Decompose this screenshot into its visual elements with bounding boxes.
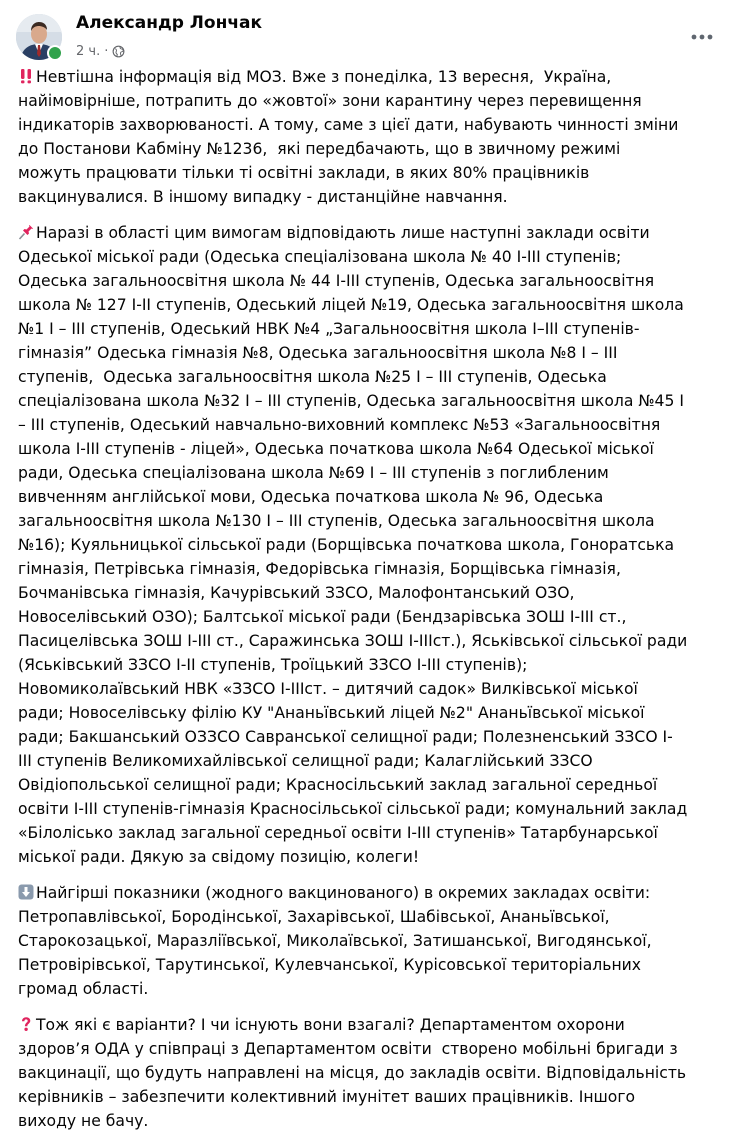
down-arrow-icon — [18, 884, 36, 902]
post-text-line: гімназія, Петрівська гімназія, Федорівська гімназія, Борщівська гімназія, — [18, 560, 621, 578]
post-paragraph — [18, 1013, 726, 1133]
post-text-line: ради; Новоселівську філію КУ "Ананьївський ліцей №2" Ананьївської міської — [18, 704, 645, 722]
post-text-line: ради, Одеська спеціалізована школа №69 І – ІІІ ступенів з поглибленим — [18, 464, 609, 482]
post-text-line: Новомиколаївський НВК «ЗЗСО І-ІІІст. – дитячий садок» Вилківської міської — [18, 680, 638, 698]
post-paragraph — [18, 881, 726, 1001]
post-text-line: вакцинувалися. В іншому випадку - дистанційне навчання. — [18, 188, 508, 206]
post-text-line: освіти І-ІІІ ступенів-гімназія Красносільської сільської ради; комунальний заклад — [18, 800, 688, 818]
post-paragraph — [18, 221, 726, 869]
post-text-line: №1 І – ІІІ ступенів, Одеський НВК №4 „Загальноосвітня школа І–ІІІ ступенів- — [18, 320, 640, 338]
post-text-line: №16); Куяльницької сільської ради (Борщівська початкова школа, Гоноратська — [18, 536, 675, 554]
post-text-line: керівників – забезпечити колективний імунітет ваших працівників. Іншого — [18, 1088, 636, 1106]
online-status-dot — [47, 45, 63, 61]
post-text-line: Новоселівський ОЗО); Балтської міської ради (Бендзарівська ЗОШ І-ІІІ ст., — [18, 608, 627, 626]
post-text-line: Пасицелівська ЗОШ І-ІІІ ст., Саражинська ЗОШ І-ІІІст.), Яськівської сільської ради — [18, 632, 688, 650]
post-text-line: школа І-ІІІ ступенів - ліцей», Одеська початкова школа №64 Одеської міської — [18, 440, 654, 458]
post-text-line: можуть працювати тільки ті освітні заклади, в яких 80% працівників — [18, 164, 590, 182]
post-text-line: гімназія” Одеська гімназія №8, Одеська загальноосвітня школа №8 І – ІІІ — [18, 344, 618, 362]
post-text-line: (Яськівський ЗЗСО І-ІІ ступенів, Троїцький ЗЗСО І-ІІІ ступенів); — [18, 656, 528, 674]
post-text-line: школа № 127 І-ІІ ступенів, Одеський ліцей №19, Одеська загальноосвітня школа — [18, 296, 684, 314]
globe-icon[interactable] — [112, 45, 125, 58]
post-text-line: найімовірніше, потрапить до «жовтої» зони карантину через перевищення — [18, 92, 642, 110]
post-text — [18, 65, 726, 1145]
post-text-line: ІІІ ступенів Великомихайлівської селищної ради; Калаглійський ЗЗСО — [18, 752, 593, 770]
post-paragraph — [18, 65, 726, 209]
more-horizontal-icon — [691, 34, 713, 40]
post-text-line: здоров’я ОДА у співпраці з Департаментом освіти створено мобільні бригади з — [18, 1040, 678, 1058]
author-name[interactable]: Александр Лончак — [76, 13, 263, 33]
post-text-line: Невтішна інформація від МОЗ. Вже з понеділка, 13 вересня, Україна, — [36, 68, 612, 86]
post-text-line: ради; Бакшанський ОЗЗСО Савранської селищної ради; Полезненський ЗЗСО І- — [18, 728, 673, 746]
post-text-line: спеціалізована школа №32 І – ІІІ ступенів, Одеська загальноосвітня школа №45 І — [18, 392, 684, 410]
avatar-wrap[interactable] — [16, 14, 62, 60]
post-text-line: Овідіопольської селищної ради; Красносільський заклад загальної середньої — [18, 776, 658, 794]
post-text-line: «Білолісько заклад загальної середньої освіти І-ІІІ ступенів» Татарбунарської — [18, 824, 658, 842]
post-text-line: Одеської міської ради (Одеська спеціалізована школа № 40 І-ІІІ ступенів; — [18, 248, 622, 266]
post-text-line: Тож які є варіанти? І чи існують вони взагалі? Департаментом охорони — [36, 1016, 625, 1034]
meta-separator: · — [104, 43, 109, 59]
post-text-line: Петропавлівської, Бородінської, Захарівської, Шабівської, Ананьївської, — [18, 908, 610, 926]
post-text-line: Бочманівська гімназія, Качурівський ЗЗСО, Малофонтанський ОЗО, — [18, 584, 575, 602]
post-text-line: Наразі в області цим вимогам відповідають лише наступні заклади освіти — [36, 224, 650, 242]
pushpin-icon — [18, 224, 36, 242]
post-text-line: до Постанови Кабміну №1236, які передбачають, що в звичному режимі — [18, 140, 621, 158]
post-text-line: ступенів, Одеська загальноосвітня школа №25 І – ІІІ ступенів, Одеська — [18, 368, 607, 386]
post-text-line: вивченням англійської мови, Одеська початкова школа № 96, Одеська — [18, 488, 604, 506]
post-text-line: громад області. — [18, 980, 149, 998]
post-text-line: Петровірівської, Тарутинської, Кулевчанської, Курісовської територіальних — [18, 956, 642, 974]
post-text-line: – ІІІ ступенів, Одеський навчально-виховний комплекс №53 «Загальноосвітня — [18, 416, 661, 434]
post-text-line: Найгірші показники (жодного вакцинованого) в окремих закладах освіти: — [36, 884, 651, 902]
post-text-line: міської ради. Дякую за свідому позицію, колеги! — [18, 848, 420, 866]
post-text-line: загальноосвітня школа №130 І – ІІІ ступенів, Одеська загальноосвітня школа — [18, 512, 655, 530]
post-meta — [76, 42, 125, 60]
post-text-line: Старокозацької, Маразліївської, Миколаївської, Затишанської, Вигодянської, — [18, 932, 652, 950]
post-text-line: Одеська загальноосвітня школа № 44 І-ІІІ ступенів, Одеська загальноосвітня — [18, 272, 655, 290]
more-options-button[interactable] — [684, 22, 720, 52]
post-text-line: вакцинації, що будуть направлені на місця, до закладів освіти. Відповідальність — [18, 1064, 687, 1082]
post-text-line: індикаторів захворюваності. А тому, саме з цієї дати, набувають чинності зміни — [18, 116, 679, 134]
post-text-line: виходу не бачу. — [18, 1112, 149, 1130]
question-mark-icon — [18, 1016, 36, 1034]
post-timestamp[interactable]: 2 ч. — [76, 43, 101, 59]
double-exclamation-icon — [18, 68, 36, 86]
post-header — [0, 0, 734, 70]
